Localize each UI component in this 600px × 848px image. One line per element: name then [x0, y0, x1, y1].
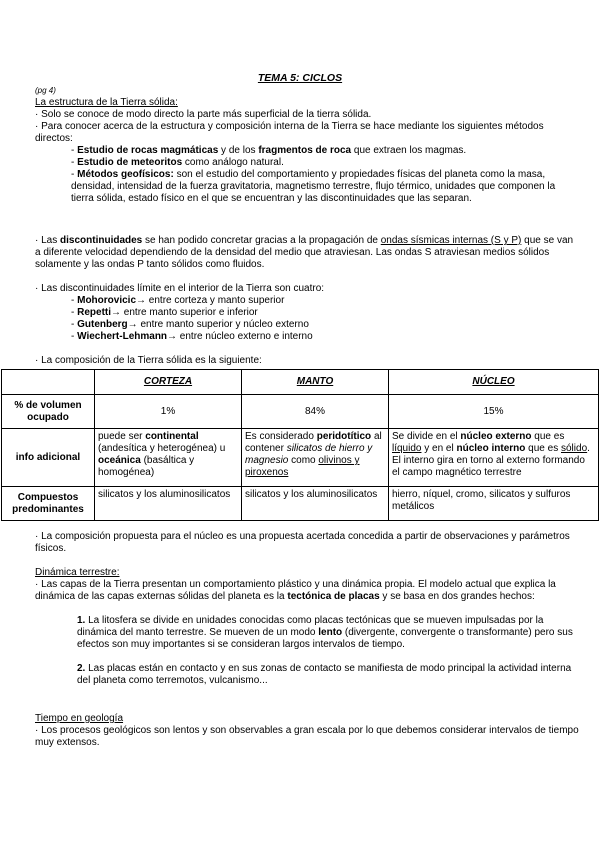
header-nucleo: NÚCLEO: [389, 370, 599, 395]
section-tiempo: [35, 713, 580, 749]
table-cell: puede ser continental (andesítica y heterogénea) u oceánica (basáltica y homogénea): [95, 429, 242, 487]
paragraph: · La composición de la Tierra sólida es la siguiente:: [35, 355, 262, 366]
method-item: - Estudio de meteoritos como análogo natural.: [71, 157, 284, 168]
table-row: [2, 395, 599, 429]
paragraph: · Las capas de la Tierra presentan un comportamiento plástico y una dinámica propia. El modelo actual que explica la dinámica de las capas externas sólidas del planeta es la tectónica de placas y se basa en dos grandes hechos:: [35, 579, 556, 602]
table-row: [2, 429, 599, 487]
fact-item: 2. Las placas están en contacto y en sus zonas de contacto se manifiesta de modo principal la actividad interna del planeta como terremotos, vulcanismo...: [77, 663, 572, 686]
table-cell: hierro, níquel, cromo, silicatos y sulfuros metálicos: [389, 487, 599, 521]
method-item: - Estudio de rocas magmáticas y de los fragmentos de roca que extraen los magmas.: [71, 145, 467, 156]
table-cell: 84%: [242, 395, 389, 429]
header-manto: MANTO: [242, 370, 389, 395]
composition-table: [1, 369, 599, 521]
discontinuity-item: - Wiechert-Lehmann→ entre núcleo externo e interno: [71, 331, 313, 342]
table-cell: silicatos y los aluminosilicatos: [242, 487, 389, 521]
row-label: Compuestos predominantes: [2, 487, 95, 521]
page-title: TEMA 5: CICLOS: [257, 72, 343, 84]
table-cell: Se divide en el núcleo externo que es líquido y en el núcleo interno que es sólido. El interno gira en torno al externo formando el campo magnético terrestre: [389, 429, 599, 487]
section-dinamica: [35, 567, 580, 687]
section-heading: Dinámica terrestre:: [35, 567, 120, 578]
paragraph: · Solo se conoce de modo directo la parte más superficial de la tierra sólida.: [35, 109, 372, 120]
header-corteza: CORTEZA: [95, 370, 242, 395]
paragraph: · Las discontinuidades se han podido concretar gracias a la propagación de ondas sísmicas internas (S y P) que se van a diferente velocidad dependiendo de la densidad del medio que atraviesan. Las ondas S atraviesan medios sólidos solamente y las ondas P tanto sólidos como fluidos.: [35, 235, 574, 270]
table-row: [2, 487, 599, 521]
table-header-row: [2, 370, 599, 395]
table-cell: Es considerado peridotítico al contener silicatos de hierro y magnesio como olivinos y piroxenos: [242, 429, 389, 487]
row-label: % de volumen ocupado: [2, 395, 95, 429]
row-label: info adicional: [2, 429, 95, 487]
section-limites: [35, 283, 580, 343]
table-cell: 15%: [389, 395, 599, 429]
table-cell: silicatos y los aluminosilicatos: [95, 487, 242, 521]
paragraph: · Para conocer acerca de la estructura y composición interna de la Tierra se hace mediante los siguientes métodos directos:: [35, 121, 544, 144]
section-estructura: [35, 97, 580, 205]
paragraph: · Las discontinuidades límite en el interior de la Tierra son cuatro:: [35, 283, 325, 294]
section-heading: Tiempo en geología: [35, 713, 124, 724]
method-item: - Métodos geofísicos: son el estudio del comportamiento y propiedades físicas del planeta como la masa, densidad, intensidad de la fuerza gravitatoria, magnetismo terrestre, flujo térmico, unidades que componen la tierra sólida, estado físico en el que se encuentran y las discontinuidades que las separan.: [71, 169, 556, 204]
section-heading: La estructura de la Tierra sólida:: [35, 97, 178, 108]
table-corner: [2, 370, 95, 395]
discontinuity-item: - Repetti→ entre manto superior e inferior: [71, 307, 258, 318]
discontinuity-item: - Gutenberg→ entre manto superior y núcleo externo: [71, 319, 309, 330]
page-reference: (pg 4): [35, 86, 56, 95]
discontinuity-item: - Mohorovicic→ entre corteza y manto superior: [71, 295, 285, 306]
paragraph: · Los procesos geológicos son lentos y son observables a gran escala por lo que debemos considerar intervalos de tiempo muy extensos.: [35, 725, 579, 748]
table-cell: 1%: [95, 395, 242, 429]
section-discontinuidades: [35, 235, 580, 271]
paragraph: · La composición propuesta para el núcleo es una propuesta acertada concedida a partir de observaciones y parámetros físicos.: [35, 531, 570, 554]
fact-item: 1. La litosfera se divide en unidades conocidas como placas tectónicas que se mueven impulsadas por la dinámica del manto terrestre. Se mueven de un modo lento (divergente, convergente o transformante) pero sus efectos son muy importantes si se consideran largos intervalos de tiempo.: [77, 615, 573, 650]
